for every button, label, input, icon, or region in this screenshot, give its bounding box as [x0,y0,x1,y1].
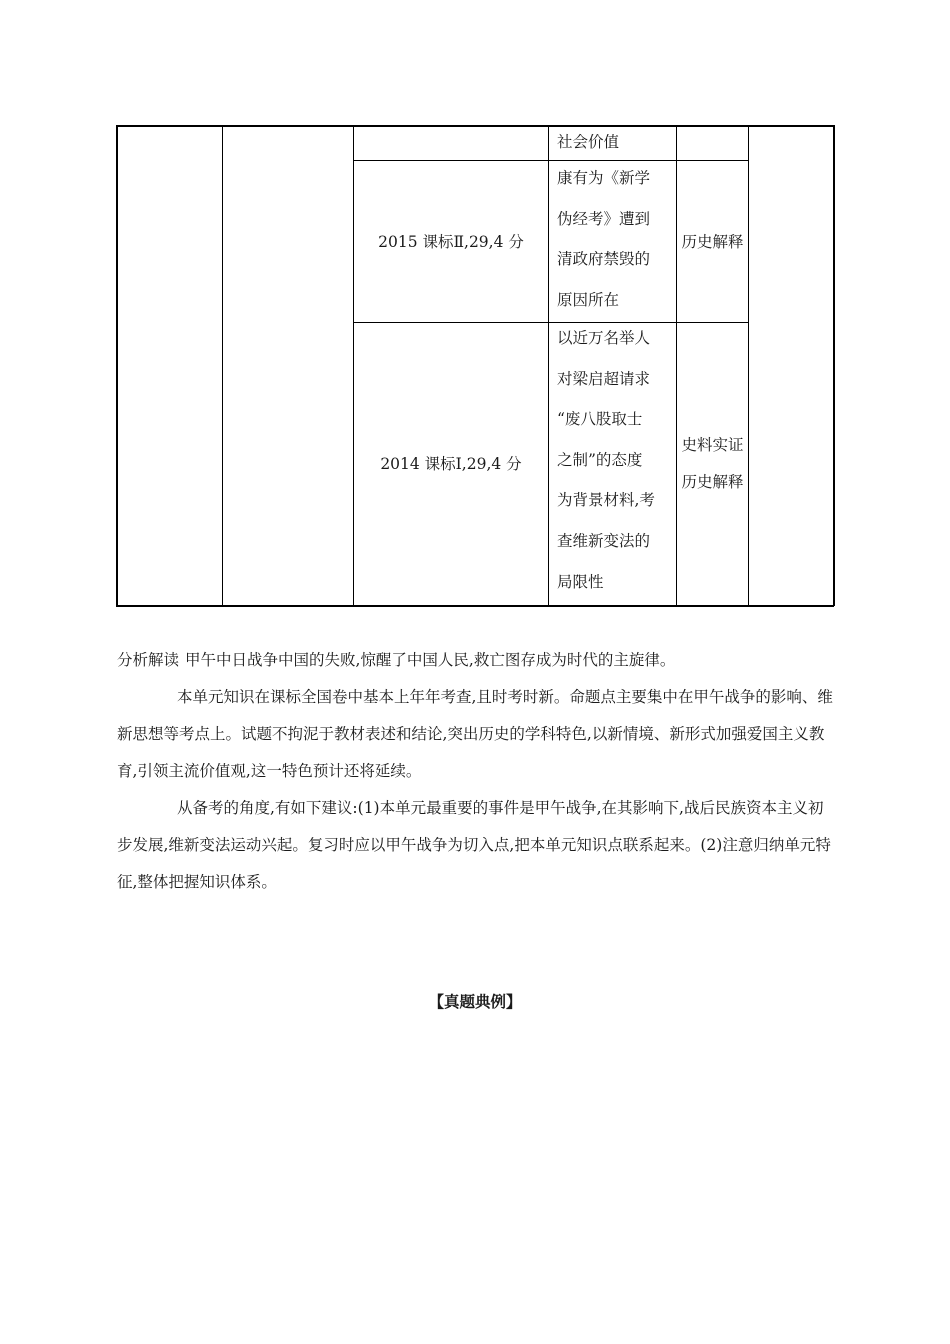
table-col-divider [548,125,549,606]
table-col-divider [222,125,223,606]
table-border-right [833,125,835,606]
table-col-divider [748,125,749,606]
table-border-bottom [116,605,834,607]
content-cell: 社会价值 [557,133,620,151]
table-border-top [116,125,834,127]
table-col-divider [116,125,118,606]
literacy-cell: 历史解释 [681,232,744,251]
literacy-cell: 史料实证 历史解释 [681,436,744,491]
exam-cell: 2014 课标Ⅰ,29,4 分 [380,455,522,473]
content-cell: 以近万名举人 对梁启超请求 “废八股取士 之制”的态度 为背景材料,考 查维新变法的 局限性 [557,329,655,591]
exam-cell: 2015 课标Ⅱ,29,4 分 [378,232,524,251]
analysis-paragraph: 本单元知识在课标全国卷中基本上年年考查,且时考时新。命题点主要集中在甲午战争的影响、维新思想等考点上。试题不拘泥于教材表述和结论,突出历史的学科特色,以新情境、新形式加强爱国主义教育,引领主流价值观,这一特色预计还将延续。 [117,688,833,780]
analysis-lead-text: 甲午中日战争中国的失败,惊醒了中国人民,救亡图存成为时代的主旋律。 [185,651,676,669]
section-title: 【真题典例】 [428,992,522,1011]
analysis-section [117,642,837,901]
analysis-label: 分析解读 [117,651,180,669]
exam-table [0,0,950,620]
analysis-lead [117,642,837,679]
content-cell: 康有为《新学 伪经考》遭到 清政府禁毁的 原因所在 [557,169,651,309]
analysis-paragraph: 从备考的角度,有如下建议:(1)本单元最重要的事件是甲午战争,在其影响下,战后民族资本主义初步发展,维新变法运动兴起。复习时应以甲午战争为切入点,把本单元知识点联系起来。(2)注意归纳单元特征,整体把握知识体系。 [117,799,831,891]
